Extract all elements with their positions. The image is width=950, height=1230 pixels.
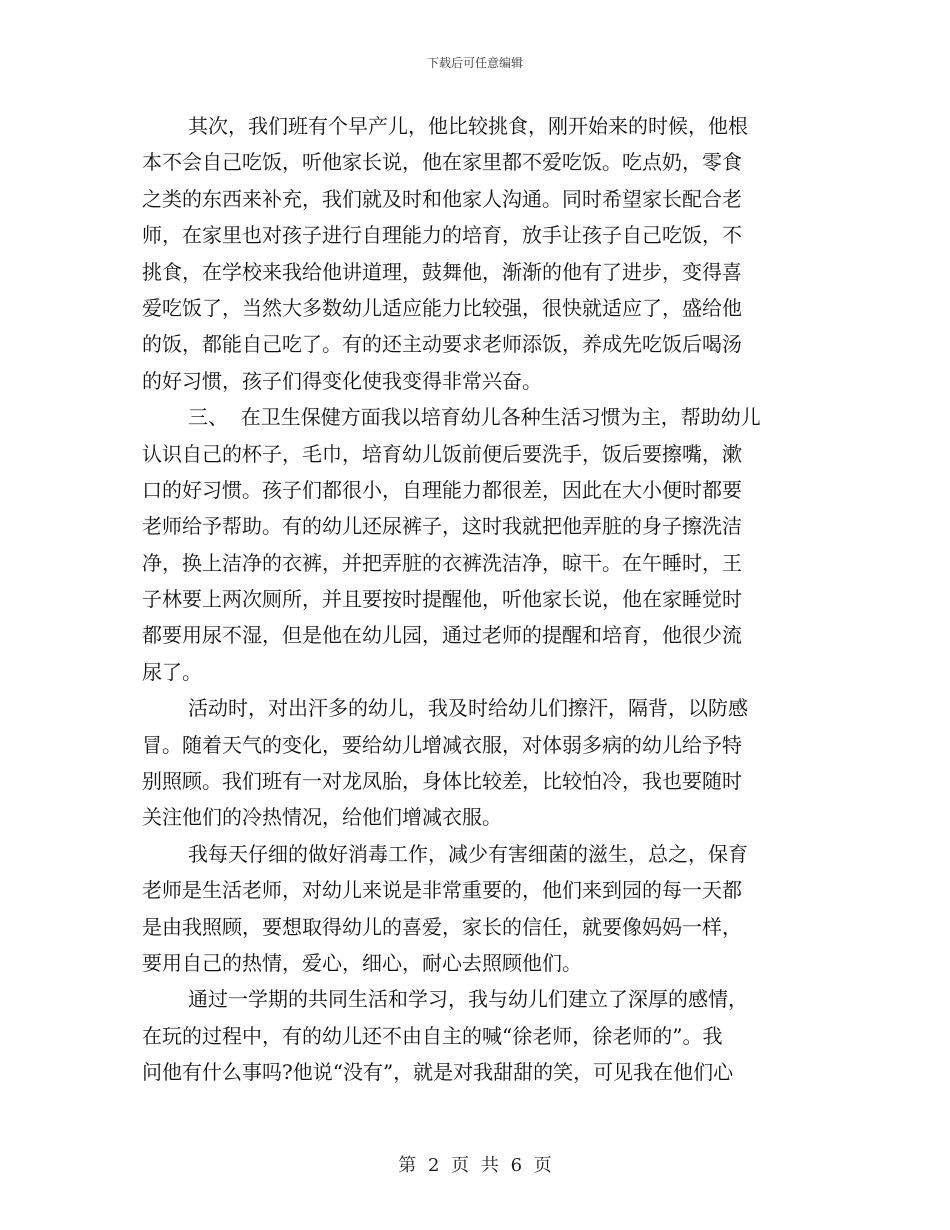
text-line: 我每天仔细的做好消毒工作，减少有害细菌的滋生，总之，保育 xyxy=(188,841,748,866)
text-line: 净，换上洁净的衣裤，并把弄脏的衣裤洗洁净，晾干。在午睡时，王 xyxy=(142,550,742,575)
text-line: 师，在家里也对孩子进行自理能力的培育，放手让孩子自己吃饭，不 xyxy=(142,223,742,248)
text-line: 在玩的过程中，有的幼儿还不由自主的喊“徐老师，徐老师的”。我 xyxy=(142,1023,723,1048)
text-line: 的饭，都能自己吃了。有的还主动要求老师添饭，养成先吃饭后喝汤 xyxy=(142,332,742,357)
text-line: 之类的东西来补充，我们就及时和他家人沟通。同时希望家长配合老 xyxy=(142,186,742,211)
text-line: 子林要上两次厕所，并且要按时提醒他，听他家长说，他在家睡觉时 xyxy=(142,587,742,612)
text-line: 都要用尿不湿，但是他在幼儿园，通过老师的提醒和培育，他很少流 xyxy=(142,623,742,648)
header-note: 下载后可任意编辑 xyxy=(426,56,523,70)
text-line: 是由我照顾，要想取得幼儿的喜爱，家长的信任，就要像妈妈一样， xyxy=(142,914,742,939)
text-line: 别照顾。我们班有一对龙凤胎，身体比较差，比较怕冷，我也要随时 xyxy=(142,769,742,794)
page-footer xyxy=(0,1151,950,1177)
text-line: 的好习惯，孩子们得变化使我变得非常兴奋。 xyxy=(142,368,542,393)
text-line: 关注他们的冷热情况，给他们增减衣服。 xyxy=(142,805,502,830)
text-line: 尿了。 xyxy=(142,659,202,684)
text-line: 老师给予帮助。有的幼儿还尿裤子，这时我就把他弄脏的身子擦洗洁 xyxy=(142,514,742,539)
text-line: 挑食，在学校来我给他讲道理，鼓舞他，渐渐的他有了进步，变得喜 xyxy=(142,259,742,284)
text-line: 口的好习惯。孩子们都很小，自理能力都很差，因此在大小便时都要 xyxy=(142,477,742,502)
text-line: 三、 在卫生保健方面我以培育幼儿各种生活习惯为主，帮助幼儿 xyxy=(188,405,761,430)
document-body xyxy=(142,108,808,1091)
text-line: 通过一学期的共同生活和学习，我与幼儿们建立了深厚的感情， xyxy=(188,987,748,1012)
text-line: 其次，我们班有个早产儿，他比较挑食，刚开始来的时候，他根 xyxy=(188,114,748,138)
text-line: 冒。随着天气的变化，要给幼儿增减衣服，对体弱多病的幼儿给予特 xyxy=(142,732,742,757)
page-number-label: 第 2 页 共 6 页 xyxy=(398,1155,552,1176)
text-line: 爱吃饭了，当然大多数幼儿适应能力比较强，很快就适应了，盛给他 xyxy=(142,295,742,320)
text-line: 老师是生活老师，对幼儿来说是非常重要的，他们来到园的每一天都 xyxy=(142,878,742,903)
text-line: 问他有什么事吗?他说“没有”，就是对我甜甜的笑，可见我在他们心 xyxy=(142,1060,734,1085)
text-line: 要用自己的热情，爱心，细心，耐心去照顾他们。 xyxy=(142,950,582,975)
text-line: 活动时，对出汗多的幼儿，我及时给幼儿们擦汗，隔背，以防感 xyxy=(188,696,748,721)
text-line: 认识自己的杯子，毛巾，培育幼儿饭前便后要洗手，饭后要擦嘴，漱 xyxy=(142,441,742,466)
text-line: 本不会自己吃饭，听他家长说，他在家里都不爱吃饭。吃点奶，零食 xyxy=(142,150,742,175)
